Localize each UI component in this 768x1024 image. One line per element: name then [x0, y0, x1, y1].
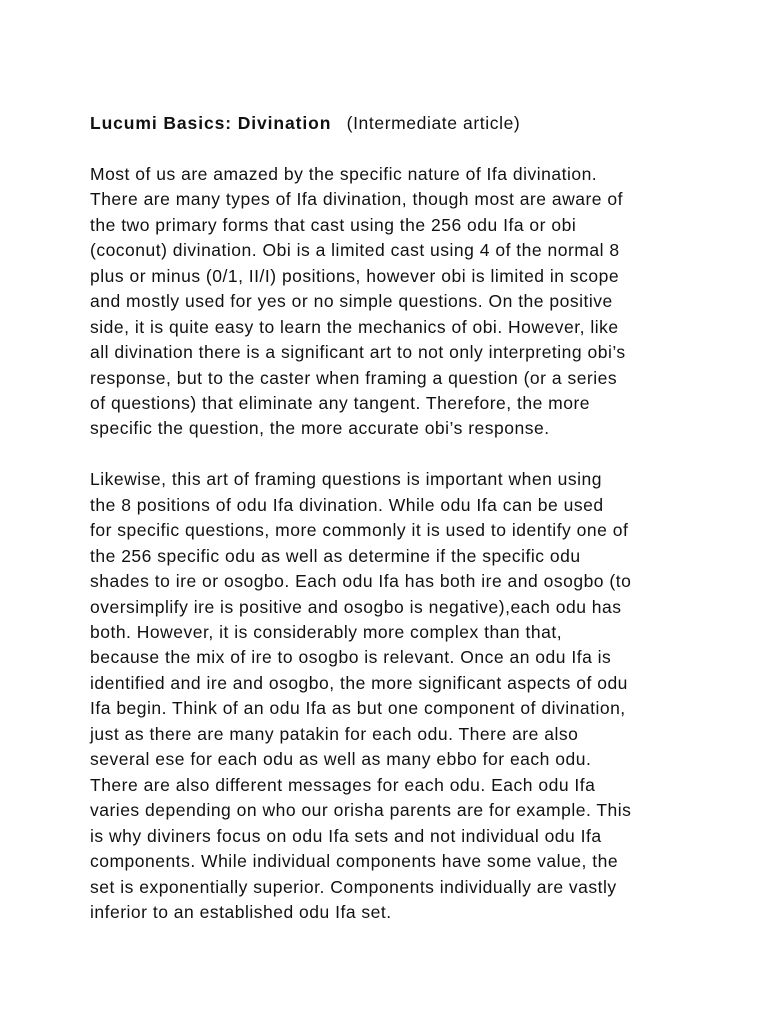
- paragraph-2: [90, 467, 690, 925]
- text-line: because the mix of ire to osogbo is relevant. Once an odu Ifa is: [90, 647, 612, 668]
- text-line: inferior to an established odu Ifa set.: [90, 902, 392, 923]
- text-line: Most of us are amazed by the specific nature of Ifa divination.: [90, 163, 598, 184]
- text-line: for specific questions, more commonly it is used to identify one of: [90, 520, 629, 541]
- text-line: (coconut) divination. Obi is a limited cast using 4 of the normal 8: [90, 240, 620, 261]
- text-line: several ese for each odu as well as many ebbo for each odu.: [90, 749, 592, 770]
- article-title: Lucumi Basics: Divination: [90, 113, 332, 133]
- text-line: and mostly used for yes or no simple questions. On the positive: [90, 291, 613, 312]
- text-line: Ifa begin. Think of an odu Ifa as but one component of divination,: [90, 698, 626, 719]
- text-line: plus or minus (0/1, II/I) positions, however obi is limited in scope: [90, 265, 620, 286]
- text-line: oversimplify ire is positive and osogbo is negative),each odu has: [90, 596, 622, 617]
- text-line: There are also different messages for each odu. Each odu Ifa: [90, 774, 596, 795]
- text-line: the 8 positions of odu Ifa divination. While odu Ifa can be used: [90, 494, 604, 515]
- text-line: specific the question, the more accurate obi’s response.: [90, 418, 550, 439]
- text-line: side, it is quite easy to learn the mechanics of obi. However, like: [90, 316, 619, 337]
- paragraph-1: [90, 162, 690, 442]
- text-line: all divination there is a significant art to not only interpreting obi’s: [90, 342, 626, 363]
- text-line: response, but to the caster when framing a question (or a series: [90, 367, 618, 388]
- text-line: set is exponentially superior. Components individually are vastly: [90, 876, 617, 897]
- text-line: components. While individual components have some value, the: [90, 851, 619, 872]
- text-line: identified and ire and osogbo, the more significant aspects of odu: [90, 672, 628, 693]
- article-heading: [90, 111, 690, 136]
- text-line: the two primary forms that cast using the 256 odu Ifa or obi: [90, 214, 577, 235]
- text-line: of questions) that eliminate any tangent. Therefore, the more: [90, 392, 591, 413]
- text-line: shades to ire or osogbo. Each odu Ifa has both ire and osogbo (to: [90, 571, 632, 592]
- text-line: just as there are many patakin for each odu. There are also: [90, 723, 579, 744]
- article-body: [90, 111, 690, 925]
- text-line: Likewise, this art of framing questions is important when using: [90, 469, 603, 490]
- text-line: varies depending on who our orisha parents are for example. This: [90, 800, 632, 821]
- text-line: is why diviners focus on odu Ifa sets and not individual odu Ifa: [90, 825, 602, 846]
- text-line: both. However, it is considerably more complex than that,: [90, 622, 563, 643]
- article-level-note: (Intermediate article): [346, 113, 521, 133]
- text-line: the 256 specific odu as well as determine if the specific odu: [90, 545, 581, 566]
- text-line: There are many types of Ifa divination, though most are aware of: [90, 189, 623, 210]
